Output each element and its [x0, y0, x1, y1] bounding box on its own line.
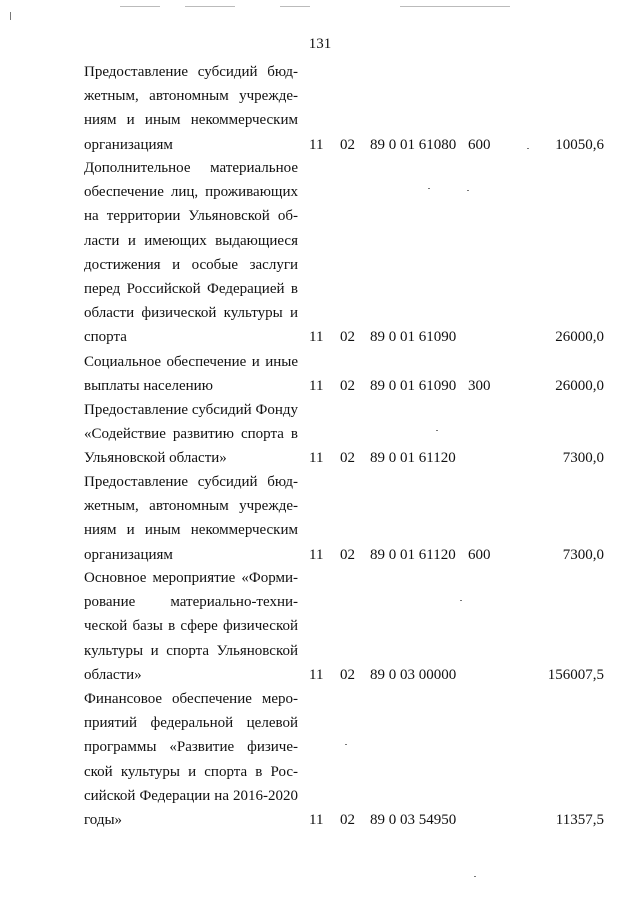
description-line: достижения и особые заслуги [84, 256, 298, 273]
section-code: 11 [309, 666, 324, 683]
amount-value: 156007,5 [547, 666, 604, 683]
target-article-code: 89 0 01 61120 [370, 546, 456, 563]
scan-artifact [120, 6, 160, 7]
description-line: Дополнительное материальное [84, 160, 298, 176]
row-description [84, 350, 298, 398]
target-article-code: 89 0 01 61090 [370, 378, 457, 395]
description-line: перед Российской Федерацией в [84, 281, 298, 298]
scan-speck [436, 430, 438, 431]
subsection-code: 02 [340, 136, 355, 153]
description-line: Финансовое обеспечение меро- [84, 691, 298, 707]
target-article-code: 89 0 03 00000 [370, 666, 457, 683]
row-description [84, 398, 298, 471]
scan-artifact [400, 6, 510, 7]
amount-value: 26000,0 [555, 329, 604, 346]
description-line: спорта [84, 329, 127, 346]
scan-speck [10, 12, 11, 20]
amount-value: 7300,0 [562, 450, 604, 467]
description-line: «Содействие развитию спорта в [84, 426, 298, 443]
page-number: 131 [308, 36, 332, 52]
scan-artifact [280, 6, 310, 7]
row-description [84, 156, 298, 350]
description-line: ской культуры и спорта в Рос- [84, 763, 298, 780]
amount-value: 26000,0 [555, 378, 604, 395]
description-line: сийской Федерации на 2016-2020 [84, 787, 298, 804]
target-article-code: 89 0 01 61080 [370, 136, 457, 153]
subsection-code: 02 [340, 329, 355, 346]
expense-type-code: 600 [468, 136, 491, 153]
description-line: организациям [84, 546, 173, 563]
description-line: ниям и иным некоммерческим [84, 522, 298, 539]
description-line: жетным, автономным учрежде- [84, 88, 298, 105]
scan-speck [428, 188, 430, 189]
description-line: годы» [84, 812, 123, 829]
description-line: рование материально-техни- [84, 594, 298, 611]
scan-speck [474, 876, 476, 877]
description-line: обеспечение лиц, проживающих [84, 184, 298, 201]
scan-speck [527, 148, 529, 149]
description-line: Ульяновской области» [84, 450, 227, 467]
scan-speck [460, 600, 462, 601]
description-line: Предоставление субсидий Фонду [84, 402, 298, 418]
section-code: 11 [309, 329, 324, 346]
description-line: приятий федеральной целевой [84, 715, 298, 732]
subsection-code: 02 [340, 378, 355, 395]
description-line: программы «Развитие физиче- [84, 739, 298, 756]
expense-type-code: 300 [468, 378, 491, 395]
scan-speck [467, 190, 469, 191]
description-line: жетным, автономным учрежде- [84, 498, 298, 515]
row-description [84, 687, 298, 832]
subsection-code: 02 [340, 546, 355, 563]
target-article-code: 89 0 03 54950 [370, 812, 457, 828]
subsection-code: 02 [340, 812, 355, 828]
target-article-code: 89 0 01 61090 [370, 329, 457, 346]
section-code: 11 [309, 546, 324, 563]
row-description [84, 470, 298, 567]
section-code: 11 [309, 450, 324, 467]
subsection-code: 02 [340, 666, 355, 683]
amount-value: 10050,6 [555, 136, 604, 153]
expense-type-code: 600 [468, 546, 491, 563]
scan-artifact [185, 6, 235, 7]
description-line: области физической культуры и [84, 305, 298, 322]
subsection-code: 02 [340, 450, 355, 467]
row-description [84, 566, 298, 687]
scan-speck [345, 744, 347, 745]
section-code: 11 [309, 136, 324, 153]
description-line: выплаты населению [84, 378, 213, 395]
description-line: ниям и иным некоммерческим [84, 112, 298, 129]
amount-value: 7300,0 [562, 546, 604, 563]
description-line: Социальное обеспечение и иные [84, 354, 298, 370]
description-line: Предоставление субсидий бюд- [84, 474, 298, 490]
target-article-code: 89 0 01 61120 [370, 450, 456, 467]
description-line: ласти и имеющих выдающиеся [84, 232, 298, 249]
description-line: области» [84, 666, 142, 683]
description-line: Предоставление субсидий бюд- [84, 64, 298, 80]
row-description [84, 60, 298, 157]
description-line: ческой базы в сфере физической [84, 618, 298, 635]
section-code: 11 [309, 378, 324, 395]
description-line: организациям [84, 136, 173, 153]
description-line: культуры и спорта Ульяновской [84, 642, 298, 659]
description-line: Основное мероприятие «Форми- [84, 570, 298, 586]
section-code: 11 [309, 812, 324, 828]
description-line: на территории Ульяновской об- [84, 208, 298, 225]
amount-value: 11357,5 [555, 812, 604, 828]
